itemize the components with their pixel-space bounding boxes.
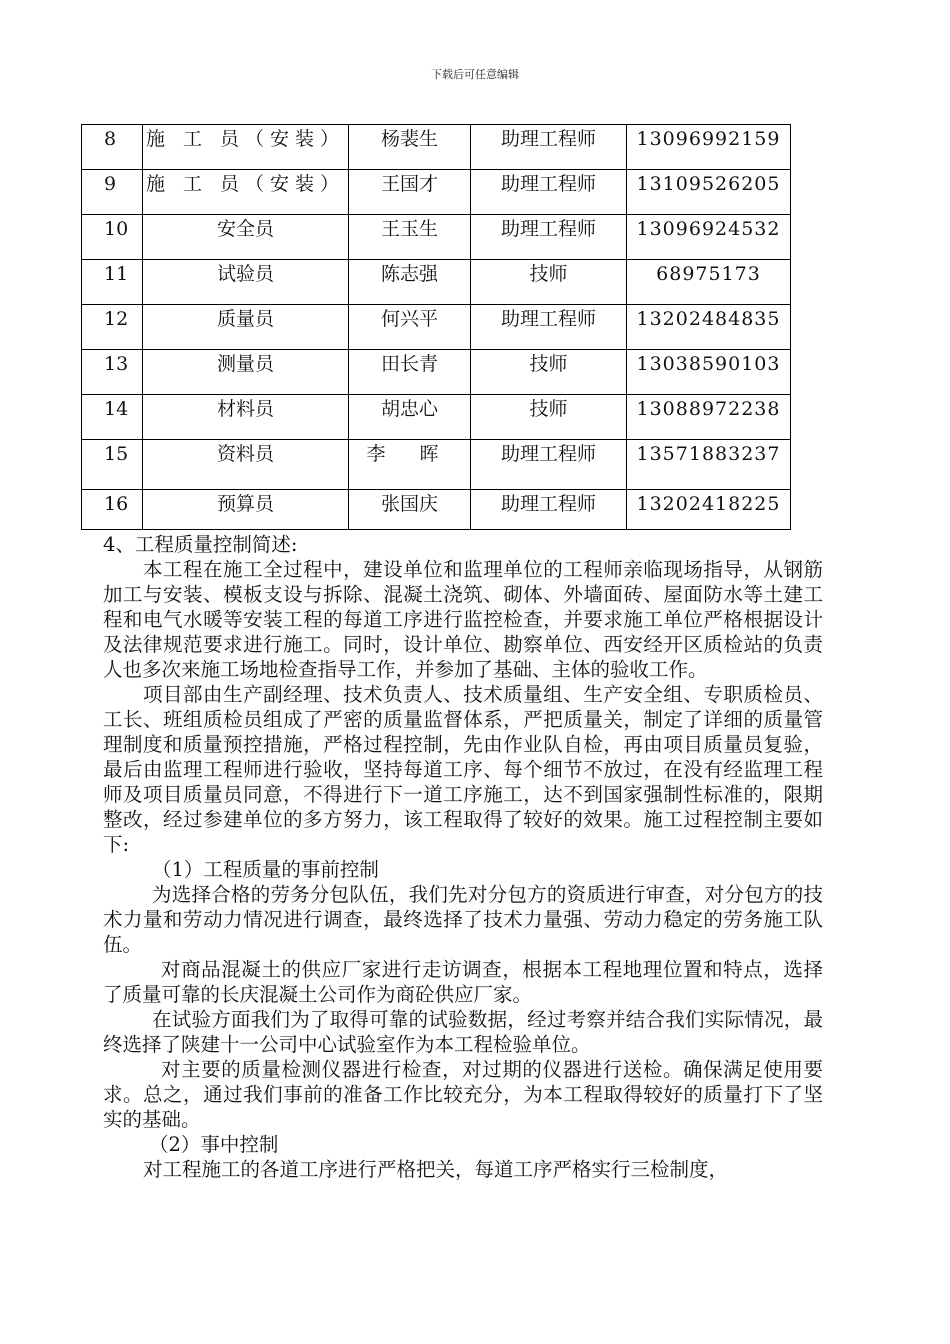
- phone-cell: 13202484835: [636, 308, 781, 330]
- table-row: [82, 170, 791, 215]
- table-row: [82, 440, 791, 490]
- paragraph-subcontractor: 为选择合格的劳务分包队伍，我们先对分包方的资质进行审查，对分包方的技术力量和劳动力情况进行调查，最终选择了技术力量强、劳动力稳定的劳务施工队伍。: [103, 883, 823, 956]
- paragraph-in-process: 对工程施工的各道工序进行严格把关，每道工序严格实行三检制度，: [143, 1158, 729, 1181]
- role-cell: 质量员: [216, 308, 274, 330]
- phone-cell: 13096924532: [636, 218, 781, 240]
- paragraph-instruments: 对主要的质量检测仪器进行检查，对过期的仪器进行送检。确保满足使用要求。总之，通过我们事前的准备工作比较充分，为本工程取得较好的质量打下了坚实的基础。: [103, 1058, 823, 1131]
- name-cell: 张国庆: [380, 493, 438, 515]
- phone-cell: 13038590103: [636, 353, 781, 375]
- row-number: 11: [104, 263, 129, 285]
- row-number: 9: [104, 173, 117, 195]
- role-cell: 材料员: [216, 398, 274, 420]
- role-cell: 预算员: [216, 493, 274, 515]
- title-cell: 助理工程师: [500, 173, 596, 195]
- name-cell: 李 晖: [366, 443, 453, 465]
- download-note: 下载后可任意编辑: [431, 68, 519, 81]
- report-body: [103, 532, 823, 1182]
- table-row: [82, 490, 791, 530]
- row-number: 13: [104, 353, 129, 375]
- role-cell: 安全员: [216, 218, 274, 240]
- name-cell: 杨裴生: [380, 128, 438, 150]
- name-cell: 何兴平: [380, 308, 438, 330]
- name-cell: 胡忠心: [380, 398, 438, 420]
- phone-cell: 13109526205: [636, 173, 781, 195]
- title-cell: 助理工程师: [500, 493, 596, 515]
- table-row: [82, 395, 791, 440]
- role-cell: 施 工 员（安装）: [145, 173, 346, 195]
- subheading-pre-control: （1）工程质量的事前控制: [152, 858, 379, 881]
- phone-cell: 13088972238: [636, 398, 781, 420]
- row-number: 16: [104, 493, 129, 515]
- table-row: [82, 350, 791, 395]
- table-row: [82, 305, 791, 350]
- section-heading: 4、工程质量控制简述:: [103, 533, 298, 556]
- role-cell: 测量员: [216, 353, 274, 375]
- subheading-in-process-control: （2）事中控制: [149, 1133, 279, 1156]
- row-number: 15: [104, 443, 129, 465]
- paragraph-testing: 在试验方面我们为了取得可靠的试验数据，经过考察并结合我们实际情况，最终选择了陕建十一公司中心试验室作为本工程检验单位。: [103, 1008, 823, 1056]
- paragraph-quality-system: 项目部由生产副经理、技术负责人、技术质量组、生产安全组、专职质检员、工长、班组质检员组成了严密的质量监督体系，严把质量关，制定了详细的质量管理制度和质量预控措施，严格过程控制，先由作业队自检，再由项目质量员复验，最后由监理工程师进行验收，坚持每道工序、每个细节不放过，在没有经监理工程师及项目质量员同意，不得进行下一道工序施工，达不到国家强制性标准的，限期整改，经过参建单位的多方努力，该工程取得了较好的效果。施工过程控制主要如下:: [103, 683, 823, 856]
- role-cell: 施 工 员（安装）: [145, 128, 346, 150]
- paragraph-overview: 本工程在施工全过程中，建设单位和监理单位的工程师亲临现场指导，从钢筋加工与安装、模板支设与拆除、混凝土浇筑、砌体、外墙面砖、屋面防水等土建工程和电气水暖等安装工程的每道工序进行监控检查，并要求施工单位严格根据设计及法律规范要求进行施工。同时，设计单位、勘察单位、西安经开区质检站的负责人也多次来施工场地检查指导工作，并参加了基础、主体的验收工作。: [103, 558, 823, 681]
- title-cell: 助理工程师: [500, 128, 596, 150]
- role-cell: 资料员: [216, 443, 274, 465]
- row-number: 12: [104, 308, 129, 330]
- name-cell: 陈志强: [380, 263, 438, 285]
- title-cell: 助理工程师: [500, 218, 596, 240]
- phone-cell: 13571883237: [636, 443, 781, 465]
- phone-cell: 68975173: [656, 263, 761, 285]
- table-row: [82, 260, 791, 305]
- phone-cell: 13202418225: [636, 493, 781, 515]
- table-row: [82, 125, 791, 170]
- staff-table: [81, 124, 791, 530]
- name-cell: 王国才: [380, 173, 438, 195]
- row-number: 10: [104, 218, 129, 240]
- title-cell: 技师: [529, 398, 568, 420]
- name-cell: 王玉生: [380, 218, 438, 240]
- role-cell: 试验员: [216, 263, 274, 285]
- name-cell: 田长青: [380, 353, 438, 375]
- table-row: [82, 215, 791, 260]
- row-number: 8: [104, 128, 117, 150]
- title-cell: 技师: [529, 263, 568, 285]
- title-cell: 助理工程师: [500, 308, 596, 330]
- title-cell: 助理工程师: [500, 443, 596, 465]
- row-number: 14: [104, 398, 129, 420]
- paragraph-concrete-supplier: 对商品混凝土的供应厂家进行走访调查，根据本工程地理位置和特点，选择了质量可靠的长庆混凝土公司作为商砼供应厂家。: [103, 958, 823, 1006]
- title-cell: 技师: [529, 353, 568, 375]
- phone-cell: 13096992159: [636, 128, 781, 150]
